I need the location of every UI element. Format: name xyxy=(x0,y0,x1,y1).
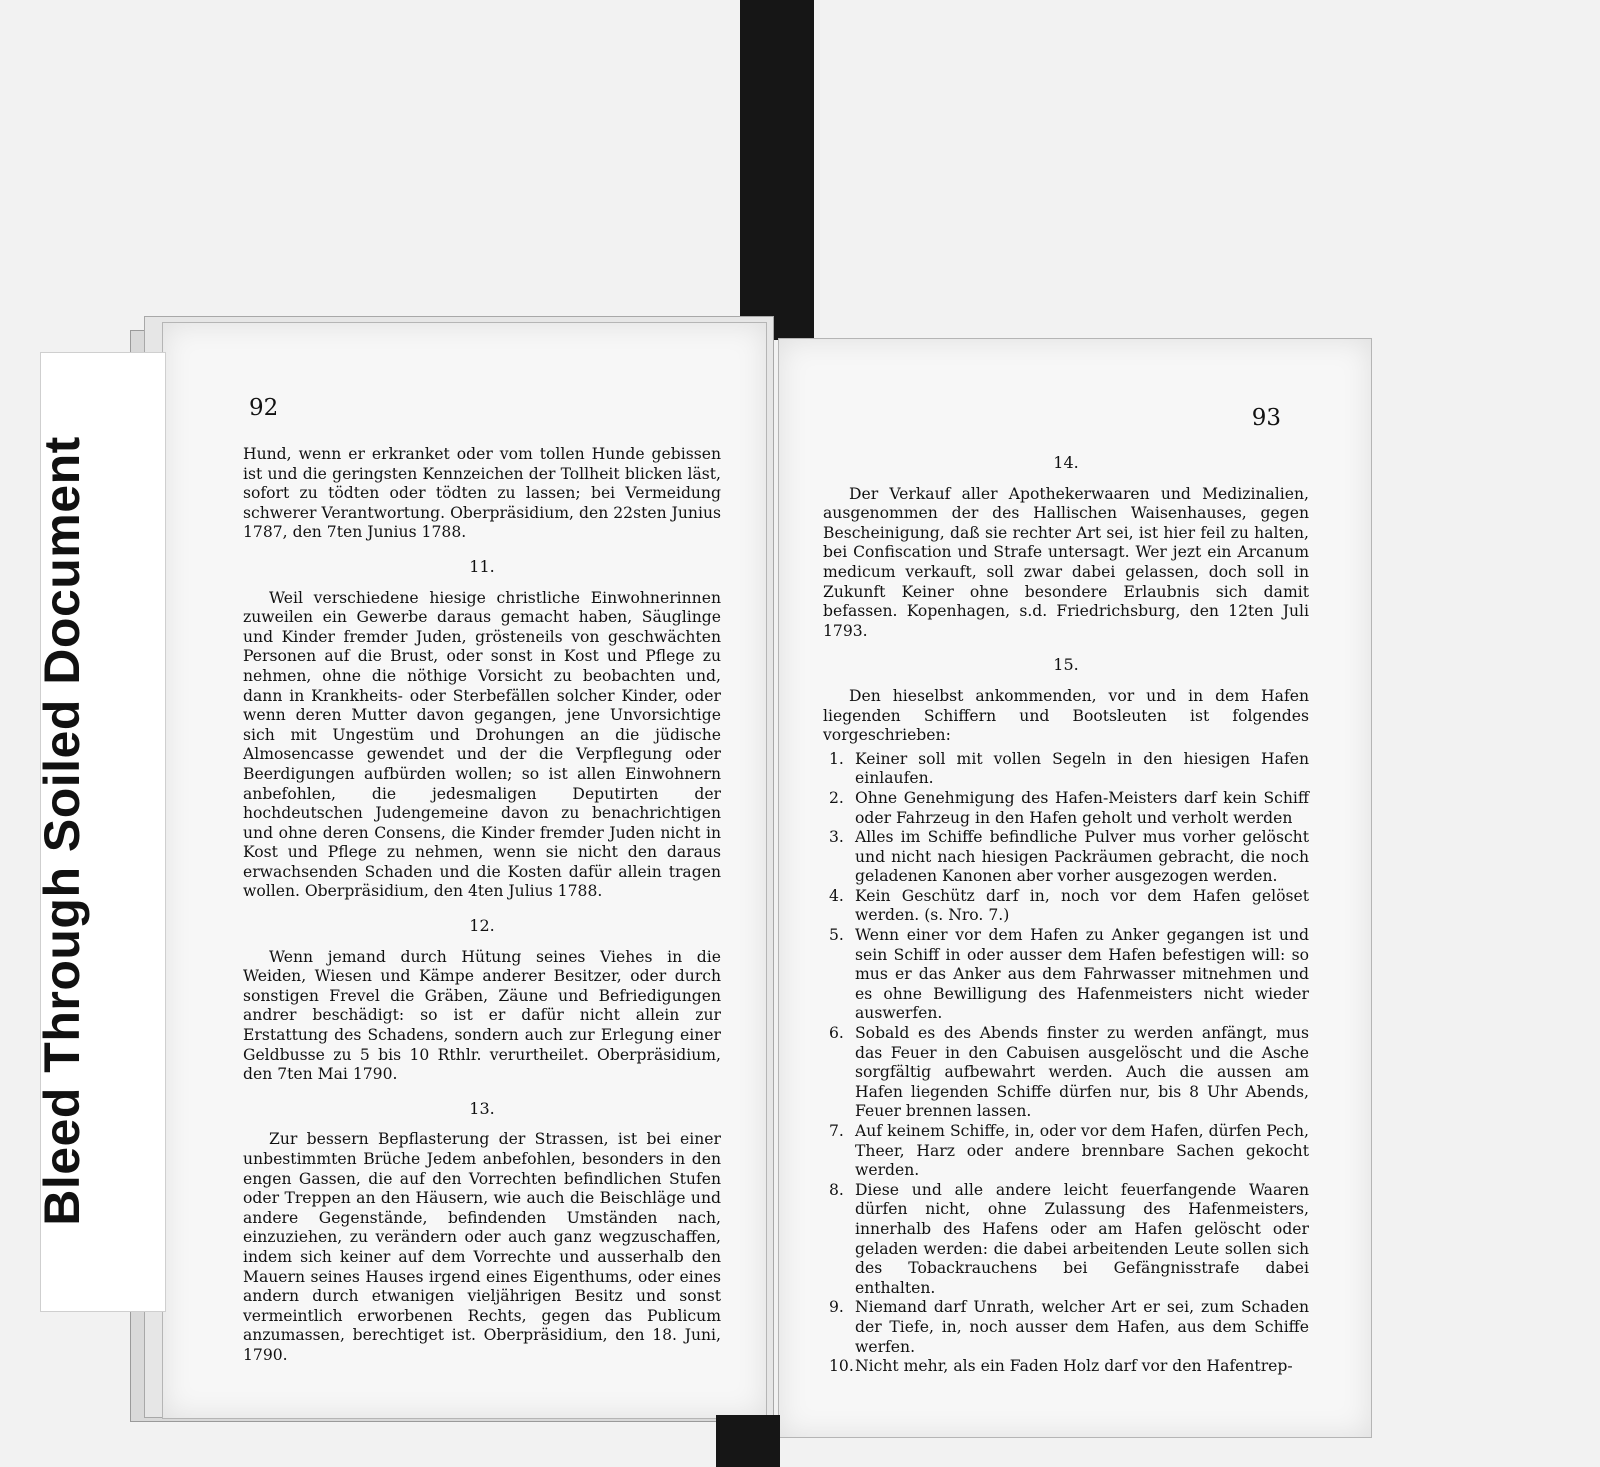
binding-strip-bottom xyxy=(716,1415,780,1467)
rule-item: 4. Kein Geschütz darf in, noch vor dem Hafen gelöset werden. (s. Nro. 7.) xyxy=(829,886,1309,925)
harbour-rules-list xyxy=(823,750,1309,1377)
rule-item: 1. Keiner soll mit vollen Segeln in den hiesigen Hafen einlaufen. xyxy=(829,749,1309,788)
rule-item: 8. Diese und alle andere leicht feuerfangende Waaren dürfen nicht, ohne Zulassung des Hafenmeisters, innerhalb des Hafens oder am Hafen gelöscht oder geladen werden: die dabei arbeitenden Leute sollen sich des Tobackrauchens bei Gefängnisstrafe dabei enthalten. xyxy=(829,1180,1309,1297)
condition-label-text: Bleed Through Soiled Document xyxy=(34,436,90,1226)
section-14-text: Der Verkauf aller Apothekerwaaren und Medizinalien, ausgenommen der des Hallischen Waisenhauses, gegen Bescheinigung, daß sie rechter Art sei, ist hier feil zu halten, bei Confiscation und Strafe untersagt. Wer jezt ein Arcanum medicum verkauft, soll zwar dabei gelassen, doch soll in Zukunft Keiner ohne besondere Erlaubnis sich damit befassen. Kopenhagen, s.d. Friedrichsburg, den 12ten Juli 1793. xyxy=(823,484,1309,640)
right-page xyxy=(778,338,1372,1438)
left-page-text xyxy=(243,445,721,1366)
page-number-right: 93 xyxy=(1251,405,1281,431)
rule-item: 7. Auf keinem Schiffe, in, oder vor dem Hafen, dürfen Pech, Theer, Harz oder andere brennbare Sachen gekocht werden. xyxy=(829,1122,1309,1180)
rule-item: 9. Niemand darf Unrath, welcher Art er sei, zum Schaden der Tiefe, in, noch ausser dem Hafen, aus dem Schiffe werfen. xyxy=(829,1298,1309,1356)
rule-item: 5. Wenn einer vor dem Hafen zu Anker gegangen ist und sein Schiff in oder ausser dem Hafen befestigen will: so mus er das Anker aus dem Fahrwasser mitnehmen und es ohne Bewilligung des Hafenmeisters nicht wieder auswerfen. xyxy=(829,926,1309,1023)
rule-item: 2. Ohne Genehmigung des Hafen-Meisters darf kein Schiff oder Fahrzeug in den Hafen geholt und verholt werden xyxy=(829,788,1309,827)
section-13-text: Zur bessern Bepflasterung der Strassen, ist bei einer unbestimmten Brüche Jedem anbefohlen, besonders in den engen Gassen, die auf den Vorrechten befindlichen Stufen oder Treppen an den Häusern, wie auch die Beischläge und andere Gegenstände, befindenden Umständen nach, einzuziehen, zu verändern oder auch ganz wegzuschaffen, indem sich keiner auf dem Vorrechte und ausserhalb den Mauern seines Hauses irgend eines Eigenthums, oder eines andern durch etwanigen vieljährigen Besitz und sonst vermeintlich erworbenen Rechts, gegen das Publicum anzumassen, berechtiget ist. Oberpräsidium, den 18. Juni, 1790. xyxy=(243,1130,721,1364)
section-number-15: 15. xyxy=(1053,655,1079,675)
section-number-11: 11. xyxy=(469,556,495,576)
binding-strip-top xyxy=(740,0,814,340)
page-number-left: 92 xyxy=(249,395,279,421)
section-11-text: Weil verschiedene hiesige christliche Einwohnerinnen zuweilen ein Gewerbe daraus gemacht haben, Säuglinge und Kinder fremder Juden, grösteneils von geschwächten Personen auf die Brust, oder sonst in Kost und Pflege zu nehmen, ohne die nöthige Vorsicht zu beobachten und, dann in Krankheits- oder Sterbefällen solcher Kinder, oder wenn deren Mutter davon gegangen, jene Unvorsichtige sich mit Ungestüm und Drohungen an die jüdische Almosencasse gewendet und der die Verpflegung oder Beerdigungen aufbürden wollen; so ist allen Einwohnern anbefohlen, die jedesmaligen Deputirten der hochdeutschen Judengemeine davon zu benachrichtigen und ohne deren Consens, die Kinder fremder Juden nicht in Kost und Pflege zu nehmen, wenn sie nicht den daraus erwachsenden Schaden und die Kosten dafür allein tragen wollen. Oberpräsidium, den 4ten Julius 1788. xyxy=(243,588,721,901)
section-number-12: 12. xyxy=(469,916,495,936)
rule-item: 3. Alles im Schiffe befindliche Pulver mus vorher gelöscht und nicht nach hiesigen Packräumen gebracht, die noch geladenen Kanonen aber vorher ausgezogen werden. xyxy=(829,828,1309,886)
rule-item: 10. Nicht mehr, als ein Faden Holz darf vor den Hafentrep- xyxy=(829,1357,1293,1376)
left-page xyxy=(162,322,767,1419)
section-12-text: Wenn jemand durch Hütung seines Viehes in die Weiden, Wiesen und Kämpe anderer Besitzer, oder durch sonstigen Frevel die Gräben, Zäune und Befriedigungen andrer beschädigt: so ist er dafür nicht allein zur Erstattung des Schadens, sondern auch zur Erlegung einer Geldbusse zu 5 bis 10 Rthlr. verurtheilet. Oberpräsidium, den 7ten Mai 1790. xyxy=(243,947,721,1084)
opening-paragraph: Hund, wenn er erkranket oder vom tollen Hunde gebissen ist und die geringsten Kennzeichen der Tollheit blicken läst, sofort zu tödten oder tödten zu lassen; bei Vermeidung schwerer Verantwortung. Oberpräsidium, den 22sten Junius 1787, den 7ten Junius 1788. xyxy=(243,445,721,542)
right-page-text xyxy=(823,453,1309,1377)
section-number-14: 14. xyxy=(1053,453,1079,472)
rule-item: 6. Sobald es des Abends finster zu werden anfängt, mus das Feuer in den Cabuisen ausgelöscht und die Asche sorgfältig aufbewahrt werden. Auch die aussen am Hafen liegenden Schiffe dürfen nur, bis 8 Uhr Abends, Feuer brennen lassen. xyxy=(829,1024,1309,1121)
section-number-13: 13. xyxy=(469,1098,495,1118)
section-15-lead: Den hieselbst ankommenden, vor und in dem Hafen liegenden Schiffern und Bootsleuten ist folgendes vorgeschrieben: xyxy=(823,686,1309,745)
